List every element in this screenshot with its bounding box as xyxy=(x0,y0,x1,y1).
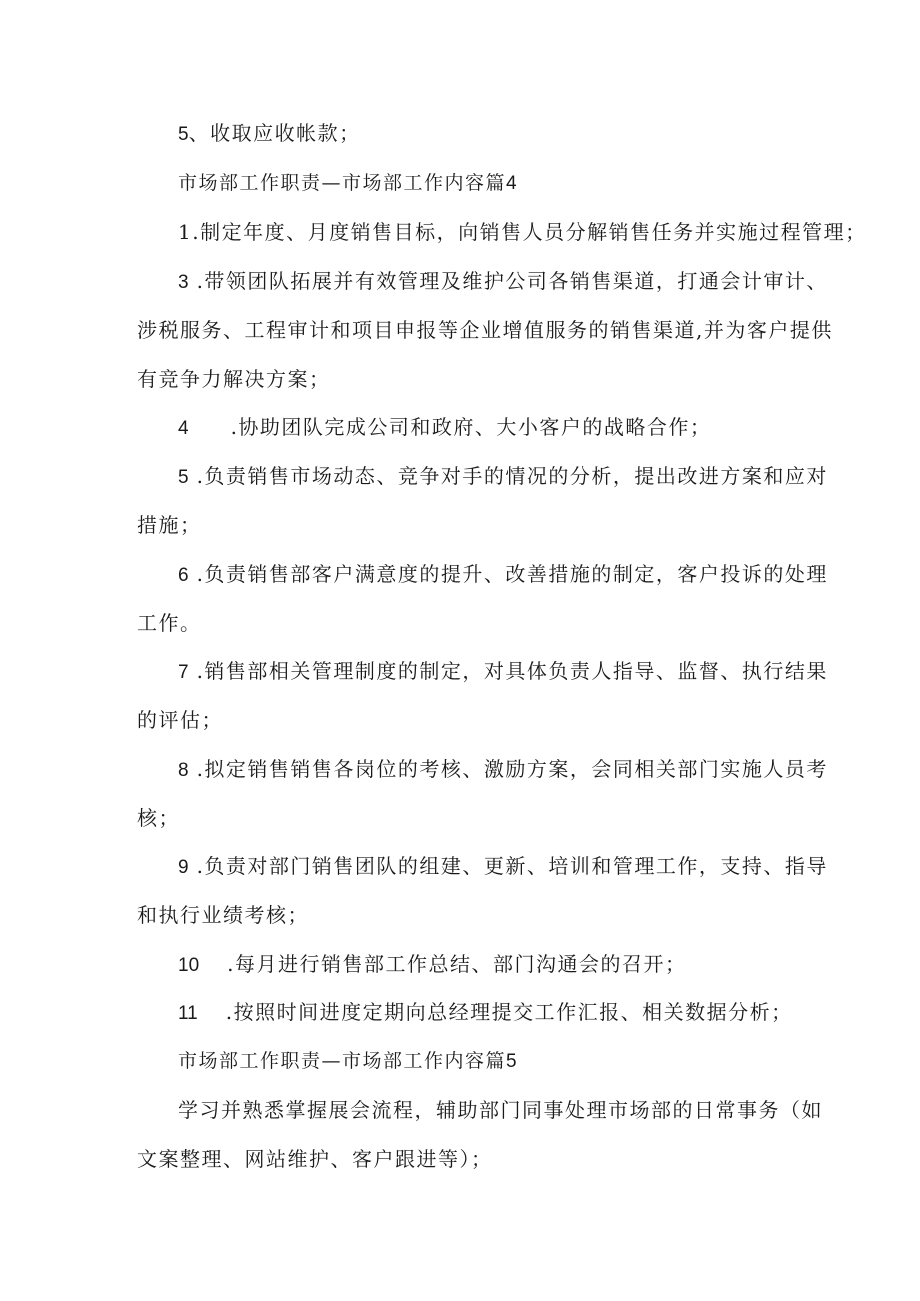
paragraph-line xyxy=(178,658,838,686)
section-number: 5 xyxy=(506,1051,517,1072)
paragraph-line xyxy=(137,512,797,538)
line-text: 涉税服务、工程审计和项目申报等企业增值服务的销售渠道,并为客户提供 xyxy=(137,318,833,342)
line-text: .销售部相关管理制度的制定，对具体负责人指导、监督、执行结果 xyxy=(196,659,828,683)
line-text: 、收取应收帐款； xyxy=(188,121,361,145)
paragraph-line xyxy=(178,120,838,148)
paragraph-line xyxy=(137,805,797,831)
line-text: 措施； xyxy=(137,513,202,537)
line-text: 市场部工作职责—市场部工作内容篇 xyxy=(178,1050,507,1072)
line-text: 文案整理、网站维护、客户跟进等）； xyxy=(137,1147,493,1171)
item-number: 11 xyxy=(178,1003,198,1024)
item-number: 7 xyxy=(178,662,189,683)
paragraph-line xyxy=(178,756,838,784)
line-text: 核； xyxy=(137,806,180,830)
line-text: 学习并熟悉掌握展会流程，辅助部门同事处理市场部的日常事务（如 xyxy=(178,1098,823,1122)
line-text: .按照时间进度定期向总经理提交工作汇报、相关数据分析； xyxy=(225,1000,793,1024)
line-text: .每月进行销售部工作总结、部门沟通会的召开； xyxy=(227,952,687,976)
line-text: 市场部工作职责—市场部工作内容篇 xyxy=(178,172,507,194)
line-text: .负责销售市场动态、竞争对手的情况的分析，提出改进方案和应对 xyxy=(196,464,828,488)
section-number: 4 xyxy=(506,173,517,194)
line-text: .拟定销售销售各岗位的考核、激励方案，会同相关部门实施人员考 xyxy=(196,757,828,781)
item-number: 5 xyxy=(178,124,189,145)
paragraph-line xyxy=(137,610,797,636)
item-number: 4 xyxy=(178,418,189,439)
paragraph-line xyxy=(137,1146,797,1172)
line-text: .带领团队拓展并有效管理及维护公司各销售渠道，打通会计审计、 xyxy=(196,269,828,293)
line-text: 和执行业绩考核； xyxy=(137,903,309,927)
paragraph-line xyxy=(178,951,838,979)
line-text: 的评估； xyxy=(137,708,223,732)
paragraph-line xyxy=(137,366,797,392)
paragraph-line xyxy=(178,1097,838,1123)
paragraph-line xyxy=(178,853,838,881)
line-text: 1.制定年度、月度销售目标，向销售人员分解销售任务并实施过程管理； xyxy=(178,220,867,244)
line-text: .负责销售部客户满意度的提升、改善措施的制定，客户投诉的处理 xyxy=(196,562,828,586)
section-heading xyxy=(178,170,838,197)
item-number: 6 xyxy=(178,565,189,586)
line-text: 有竞争力解决方案； xyxy=(137,367,331,391)
line-text: .负责对部门销售团队的组建、更新、培训和管理工作，支持、指导 xyxy=(196,854,828,878)
paragraph-line xyxy=(178,463,838,491)
paragraph-line xyxy=(178,414,838,442)
item-number: 5 xyxy=(178,467,189,488)
item-number: 10 xyxy=(178,955,200,976)
paragraph-line xyxy=(178,219,867,245)
item-number: 3 xyxy=(178,272,189,293)
item-number: 9 xyxy=(178,857,189,878)
paragraph-line xyxy=(137,317,833,343)
line-text: 工作。 xyxy=(137,611,202,635)
section-heading xyxy=(178,1048,838,1075)
paragraph-line xyxy=(178,268,838,296)
paragraph-line xyxy=(137,707,797,733)
paragraph-line xyxy=(137,902,797,928)
line-text: .协助团队完成公司和政府、大小客户的战略合作； xyxy=(230,415,712,439)
paragraph-line xyxy=(178,561,838,589)
paragraph-line xyxy=(178,999,838,1027)
item-number: 8 xyxy=(178,760,189,781)
